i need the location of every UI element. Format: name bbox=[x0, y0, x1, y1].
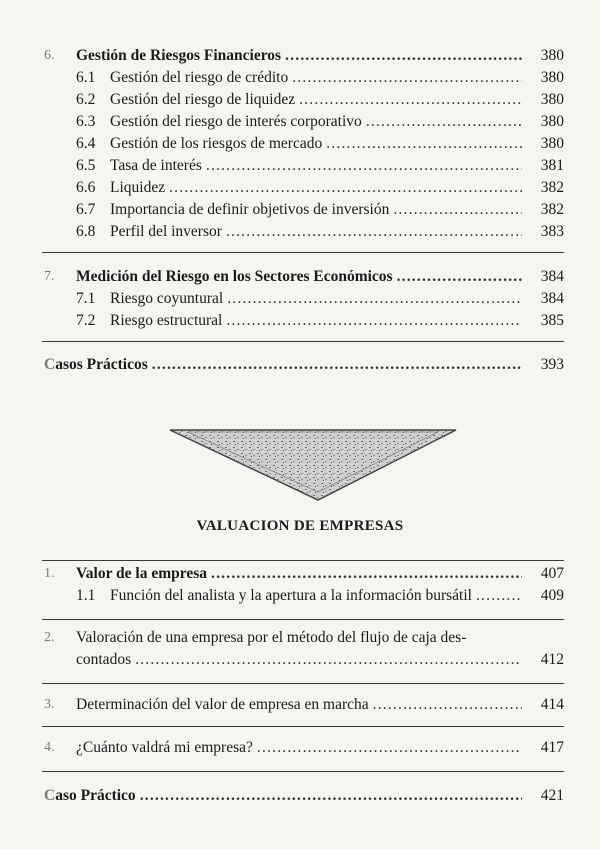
entry-title: Tasa de interés bbox=[110, 157, 202, 174]
entry-title-line1: Valoración de una empresa por el método del flujo de caja des- bbox=[76, 629, 467, 646]
leader-dots bbox=[227, 289, 522, 309]
entry-title: Determinación del valor de empresa en marcha bbox=[76, 696, 369, 713]
leader-dots bbox=[299, 90, 522, 110]
chapter-title: Valor de la empresa bbox=[76, 565, 208, 582]
section-title: VALUACION DE EMPRESAS bbox=[196, 518, 404, 534]
entry-title: Riesgo estructural bbox=[110, 312, 223, 329]
page-number: 380 bbox=[540, 113, 564, 130]
page-number: 409 bbox=[540, 587, 564, 604]
page-number: 385 bbox=[540, 312, 564, 329]
leader-dots bbox=[292, 68, 522, 88]
entry-number: 6.1 bbox=[76, 69, 96, 86]
page-number: 380 bbox=[540, 91, 564, 108]
page-number: 381 bbox=[540, 157, 564, 174]
entry-title: ¿Cuánto valdrá mi empresa? bbox=[76, 739, 253, 756]
page-number: 384 bbox=[540, 290, 564, 307]
entry-title: Gestión de los riesgos de mercado bbox=[110, 135, 323, 152]
page-number: 380 bbox=[540, 135, 564, 152]
leader-dots bbox=[226, 311, 522, 331]
page-number: 380 bbox=[540, 47, 564, 64]
entry-title: Perfil del inversor bbox=[110, 223, 222, 240]
entry-title: Gestión del riesgo de crédito bbox=[110, 69, 289, 86]
page-number: 380 bbox=[540, 69, 564, 86]
chapter-number: 4. bbox=[44, 740, 55, 755]
entry-title: Importancia de definir objetivos de inversión bbox=[110, 201, 390, 218]
chapter-title: Medición del Riesgo en los Sectores Económicos bbox=[76, 268, 393, 285]
entry-title: Gestión del riesgo de interés corporativo bbox=[110, 113, 362, 130]
entry-number: 6.2 bbox=[76, 91, 96, 108]
leader-dots bbox=[476, 586, 522, 606]
section-divider bbox=[42, 560, 564, 561]
page-number: 414 bbox=[540, 696, 564, 713]
section-divider bbox=[42, 619, 564, 620]
entry-number: 6.4 bbox=[76, 135, 96, 152]
section-divider bbox=[42, 252, 564, 253]
leader-dots bbox=[366, 112, 522, 132]
entry-title: Liquidez bbox=[110, 179, 166, 196]
entry-number: 6.8 bbox=[76, 223, 96, 240]
section-divider bbox=[42, 726, 564, 727]
page-number: 383 bbox=[540, 223, 564, 240]
chapter-number: 7. bbox=[44, 269, 55, 284]
page-number: 382 bbox=[540, 179, 564, 196]
leader-dots bbox=[206, 156, 522, 176]
entry-title bbox=[44, 355, 148, 375]
entry-title: Función del analista y la apertura a la información bursátil bbox=[110, 587, 472, 604]
chapter-number: 2. bbox=[44, 630, 55, 645]
entry-number: 7.1 bbox=[76, 290, 96, 307]
page-number: 382 bbox=[540, 201, 564, 218]
leader-dots bbox=[397, 267, 522, 287]
leader-dots bbox=[373, 695, 522, 715]
leader-dots bbox=[393, 200, 522, 220]
page-number: 412 bbox=[540, 651, 564, 668]
leader-dots bbox=[226, 222, 522, 242]
entry-title: Riesgo coyuntural bbox=[110, 290, 224, 307]
leader-dots bbox=[326, 134, 522, 154]
entry-number: 6.3 bbox=[76, 113, 96, 130]
entry-title bbox=[44, 786, 136, 806]
chapter-number: 1. bbox=[44, 566, 55, 581]
page-number: 393 bbox=[540, 356, 564, 373]
ornament-triangle-icon bbox=[168, 428, 458, 502]
leader-dots bbox=[169, 178, 522, 198]
chapter-number: 3. bbox=[44, 697, 55, 712]
initial-letter: C bbox=[44, 356, 56, 373]
chapter-number: 6. bbox=[44, 48, 55, 63]
entry-number: 6.7 bbox=[76, 201, 96, 218]
title-rest: aso Práctico bbox=[55, 787, 136, 804]
leader-dots bbox=[211, 564, 522, 584]
chapter-title: Gestión de Riesgos Financieros bbox=[76, 47, 282, 64]
section-divider bbox=[42, 341, 564, 342]
leader-dots bbox=[285, 46, 522, 66]
leader-dots bbox=[257, 738, 522, 758]
section-divider bbox=[42, 771, 564, 772]
entry-title: Gestión del riesgo de liquidez bbox=[110, 91, 296, 108]
leader-dots bbox=[152, 355, 522, 375]
initial-letter: C bbox=[44, 787, 56, 804]
entry-number: 6.5 bbox=[76, 157, 96, 174]
page-number: 417 bbox=[540, 739, 564, 756]
entry-number: 1.1 bbox=[76, 587, 96, 604]
entry-number: 7.2 bbox=[76, 312, 96, 329]
leader-dots bbox=[135, 650, 522, 670]
entry-title-line2: contados bbox=[76, 651, 132, 668]
page-number: 421 bbox=[540, 787, 564, 804]
title-rest: asos Prácticos bbox=[55, 356, 148, 373]
page-number: 384 bbox=[540, 268, 564, 285]
section-divider bbox=[42, 683, 564, 684]
entry-number: 6.6 bbox=[76, 179, 96, 196]
leader-dots bbox=[140, 786, 522, 806]
page-number: 407 bbox=[540, 565, 564, 582]
